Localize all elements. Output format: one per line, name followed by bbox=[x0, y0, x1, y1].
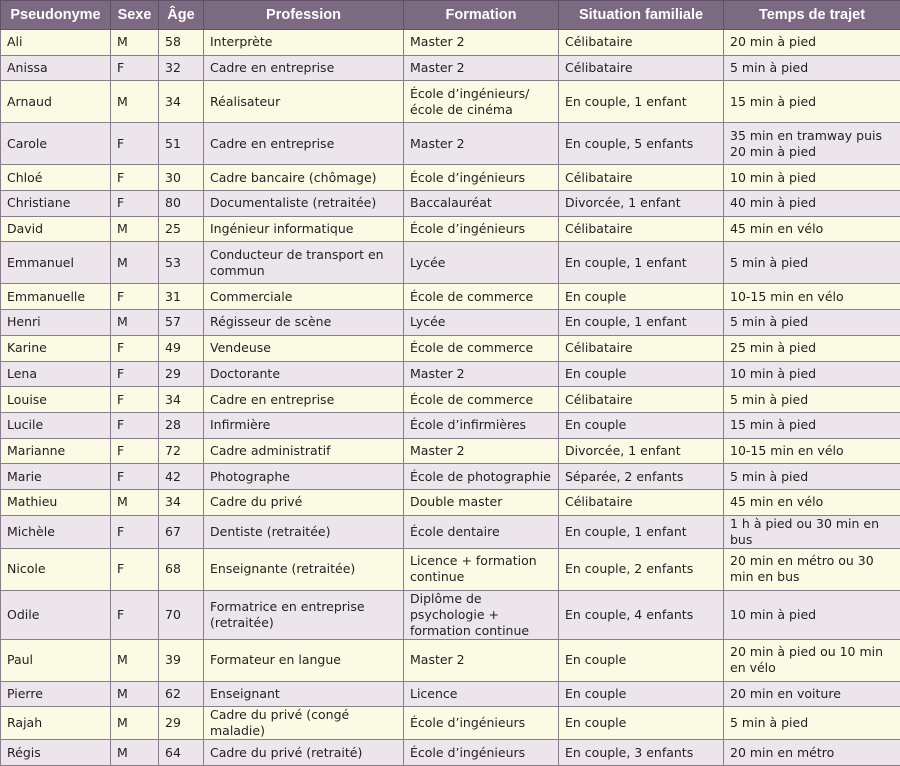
cell-pseudonyme: Karine bbox=[1, 335, 111, 361]
cell-profession: Formateur en langue bbox=[204, 639, 404, 681]
cell-pseudonyme: Mathieu bbox=[1, 489, 111, 515]
cell-formation: Master 2 bbox=[404, 55, 559, 81]
table-row bbox=[1, 681, 900, 707]
cell-age: 25 bbox=[159, 216, 204, 242]
cell-formation: École de photographie bbox=[404, 464, 559, 490]
cell-situation-familiale: En couple bbox=[559, 284, 724, 310]
cell-profession: Réalisateur bbox=[204, 81, 404, 123]
cell-age: 72 bbox=[159, 438, 204, 464]
cell-profession: Interprète bbox=[204, 30, 404, 56]
cell-situation-familiale: En couple, 1 enfant bbox=[559, 310, 724, 336]
cell-temps-de-trajet: 20 min en voiture bbox=[724, 681, 900, 707]
cell-age: 29 bbox=[159, 707, 204, 740]
cell-age: 49 bbox=[159, 335, 204, 361]
table-row bbox=[1, 55, 900, 81]
table-row bbox=[1, 123, 900, 165]
cell-situation-familiale: Célibataire bbox=[559, 335, 724, 361]
table-row bbox=[1, 464, 900, 490]
cell-formation: Diplôme de psychologie + formation continue bbox=[404, 590, 559, 639]
cell-formation: École de commerce bbox=[404, 284, 559, 310]
cell-pseudonyme: Lucile bbox=[1, 412, 111, 438]
cell-age: 32 bbox=[159, 55, 204, 81]
cell-temps-de-trajet: 10-15 min en vélo bbox=[724, 438, 900, 464]
cell-temps-de-trajet: 45 min en vélo bbox=[724, 216, 900, 242]
cell-age: 70 bbox=[159, 590, 204, 639]
cell-sexe: M bbox=[111, 740, 159, 766]
cell-pseudonyme: Odile bbox=[1, 590, 111, 639]
cell-profession: Cadre du privé (retraité) bbox=[204, 740, 404, 766]
cell-formation: Lycée bbox=[404, 310, 559, 336]
cell-temps-de-trajet: 20 min en métro ou 30 min en bus bbox=[724, 548, 900, 590]
cell-temps-de-trajet: 5 min à pied bbox=[724, 310, 900, 336]
cell-age: 39 bbox=[159, 639, 204, 681]
cell-situation-familiale: En couple bbox=[559, 361, 724, 387]
cell-formation: École de commerce bbox=[404, 387, 559, 413]
cell-sexe: M bbox=[111, 30, 159, 56]
cell-pseudonyme: Emmanuelle bbox=[1, 284, 111, 310]
column-header-sexe: Sexe bbox=[111, 1, 159, 30]
cell-situation-familiale: En couple, 2 enfants bbox=[559, 548, 724, 590]
cell-pseudonyme: Louise bbox=[1, 387, 111, 413]
table-row bbox=[1, 216, 900, 242]
cell-situation-familiale: En couple, 1 enfant bbox=[559, 242, 724, 284]
cell-sexe: F bbox=[111, 55, 159, 81]
table-row bbox=[1, 361, 900, 387]
cell-pseudonyme: Régis bbox=[1, 740, 111, 766]
cell-temps-de-trajet: 35 min en tramway puis 20 min à pied bbox=[724, 123, 900, 165]
cell-age: 51 bbox=[159, 123, 204, 165]
cell-temps-de-trajet: 40 min à pied bbox=[724, 191, 900, 217]
table-row bbox=[1, 639, 900, 681]
cell-sexe: F bbox=[111, 438, 159, 464]
cell-age: 28 bbox=[159, 412, 204, 438]
cell-pseudonyme: Lena bbox=[1, 361, 111, 387]
cell-profession: Documentaliste (retraitée) bbox=[204, 191, 404, 217]
cell-situation-familiale: Divorcée, 1 enfant bbox=[559, 191, 724, 217]
table-row bbox=[1, 30, 900, 56]
cell-age: 53 bbox=[159, 242, 204, 284]
cell-temps-de-trajet: 20 min à pied bbox=[724, 30, 900, 56]
table-row bbox=[1, 489, 900, 515]
cell-sexe: F bbox=[111, 191, 159, 217]
cell-temps-de-trajet: 20 min à pied ou 10 min en vélo bbox=[724, 639, 900, 681]
cell-profession: Cadre en entreprise bbox=[204, 55, 404, 81]
cell-formation: Licence + formation continue bbox=[404, 548, 559, 590]
cell-pseudonyme: Marianne bbox=[1, 438, 111, 464]
header-row bbox=[1, 1, 900, 30]
cell-profession: Dentiste (retraitée) bbox=[204, 515, 404, 548]
cell-profession: Formatrice en entreprise (retraitée) bbox=[204, 590, 404, 639]
cell-sexe: F bbox=[111, 123, 159, 165]
cell-pseudonyme: Ali bbox=[1, 30, 111, 56]
cell-situation-familiale: Célibataire bbox=[559, 55, 724, 81]
cell-sexe: M bbox=[111, 310, 159, 336]
cell-temps-de-trajet: 5 min à pied bbox=[724, 55, 900, 81]
cell-formation: Double master bbox=[404, 489, 559, 515]
cell-age: 34 bbox=[159, 387, 204, 413]
cell-profession: Doctorante bbox=[204, 361, 404, 387]
column-header-temps-de-trajet: Temps de trajet bbox=[724, 1, 900, 30]
cell-profession: Régisseur de scène bbox=[204, 310, 404, 336]
cell-pseudonyme: Nicole bbox=[1, 548, 111, 590]
cell-age: 57 bbox=[159, 310, 204, 336]
cell-temps-de-trajet: 15 min à pied bbox=[724, 412, 900, 438]
cell-temps-de-trajet: 5 min à pied bbox=[724, 707, 900, 740]
cell-situation-familiale: Célibataire bbox=[559, 387, 724, 413]
cell-temps-de-trajet: 15 min à pied bbox=[724, 81, 900, 123]
table-row bbox=[1, 335, 900, 361]
cell-temps-de-trajet: 5 min à pied bbox=[724, 242, 900, 284]
cell-sexe: M bbox=[111, 216, 159, 242]
cell-sexe: F bbox=[111, 335, 159, 361]
cell-sexe: F bbox=[111, 590, 159, 639]
cell-formation: Baccalauréat bbox=[404, 191, 559, 217]
cell-temps-de-trajet: 25 min à pied bbox=[724, 335, 900, 361]
cell-formation: Lycée bbox=[404, 242, 559, 284]
cell-temps-de-trajet: 10 min à pied bbox=[724, 165, 900, 191]
cell-formation: Master 2 bbox=[404, 123, 559, 165]
cell-age: 68 bbox=[159, 548, 204, 590]
column-header-situation-familiale: Situation familiale bbox=[559, 1, 724, 30]
cell-situation-familiale: En couple bbox=[559, 639, 724, 681]
cell-temps-de-trajet: 10 min à pied bbox=[724, 590, 900, 639]
cell-sexe: F bbox=[111, 548, 159, 590]
cell-profession: Ingénieur informatique bbox=[204, 216, 404, 242]
cell-formation: Master 2 bbox=[404, 639, 559, 681]
table-row bbox=[1, 412, 900, 438]
table-row bbox=[1, 165, 900, 191]
cell-situation-familiale: Célibataire bbox=[559, 489, 724, 515]
cell-pseudonyme: Anissa bbox=[1, 55, 111, 81]
cell-situation-familiale: En couple, 1 enfant bbox=[559, 515, 724, 548]
cell-sexe: F bbox=[111, 464, 159, 490]
cell-formation: École d’ingénieurs bbox=[404, 707, 559, 740]
cell-profession: Cadre bancaire (chômage) bbox=[204, 165, 404, 191]
cell-profession: Cadre du privé bbox=[204, 489, 404, 515]
cell-temps-de-trajet: 10-15 min en vélo bbox=[724, 284, 900, 310]
cell-temps-de-trajet: 5 min à pied bbox=[724, 464, 900, 490]
cell-profession: Enseignant bbox=[204, 681, 404, 707]
cell-pseudonyme: Rajah bbox=[1, 707, 111, 740]
cell-temps-de-trajet: 10 min à pied bbox=[724, 361, 900, 387]
cell-situation-familiale: Séparée, 2 enfants bbox=[559, 464, 724, 490]
table-row bbox=[1, 242, 900, 284]
cell-situation-familiale: En couple bbox=[559, 681, 724, 707]
cell-pseudonyme: Christiane bbox=[1, 191, 111, 217]
cell-sexe: F bbox=[111, 165, 159, 191]
cell-age: 31 bbox=[159, 284, 204, 310]
cell-situation-familiale: En couple, 5 enfants bbox=[559, 123, 724, 165]
cell-formation: Licence bbox=[404, 681, 559, 707]
cell-profession: Cadre en entreprise bbox=[204, 123, 404, 165]
cell-age: 62 bbox=[159, 681, 204, 707]
cell-pseudonyme: Henri bbox=[1, 310, 111, 336]
cell-temps-de-trajet: 1 h à pied ou 30 min en bus bbox=[724, 515, 900, 548]
cell-formation: École d’ingénieurs bbox=[404, 165, 559, 191]
cell-sexe: M bbox=[111, 242, 159, 284]
cell-pseudonyme: Michèle bbox=[1, 515, 111, 548]
column-header-formation: Formation bbox=[404, 1, 559, 30]
cell-sexe: M bbox=[111, 707, 159, 740]
table-row bbox=[1, 310, 900, 336]
cell-pseudonyme: Emmanuel bbox=[1, 242, 111, 284]
cell-pseudonyme: Pierre bbox=[1, 681, 111, 707]
cell-profession: Photographe bbox=[204, 464, 404, 490]
table-row bbox=[1, 81, 900, 123]
cell-temps-de-trajet: 20 min en métro bbox=[724, 740, 900, 766]
cell-age: 80 bbox=[159, 191, 204, 217]
cell-situation-familiale: En couple, 4 enfants bbox=[559, 590, 724, 639]
cell-formation: École de commerce bbox=[404, 335, 559, 361]
column-header-pseudonyme: Pseudonyme bbox=[1, 1, 111, 30]
cell-age: 34 bbox=[159, 489, 204, 515]
cell-pseudonyme: David bbox=[1, 216, 111, 242]
cell-temps-de-trajet: 5 min à pied bbox=[724, 387, 900, 413]
cell-sexe: F bbox=[111, 361, 159, 387]
cell-situation-familiale: En couple, 3 enfants bbox=[559, 740, 724, 766]
cell-profession: Vendeuse bbox=[204, 335, 404, 361]
cell-formation: Master 2 bbox=[404, 30, 559, 56]
cell-temps-de-trajet: 45 min en vélo bbox=[724, 489, 900, 515]
column-header-profession: Profession bbox=[204, 1, 404, 30]
cell-pseudonyme: Arnaud bbox=[1, 81, 111, 123]
cell-formation: École dentaire bbox=[404, 515, 559, 548]
table-row bbox=[1, 707, 900, 740]
cell-profession: Enseignante (retraitée) bbox=[204, 548, 404, 590]
cell-profession: Cadre administratif bbox=[204, 438, 404, 464]
cell-sexe: M bbox=[111, 81, 159, 123]
cell-sexe: F bbox=[111, 515, 159, 548]
cell-situation-familiale: Divorcée, 1 enfant bbox=[559, 438, 724, 464]
cell-sexe: F bbox=[111, 387, 159, 413]
cell-situation-familiale: En couple, 1 enfant bbox=[559, 81, 724, 123]
cell-profession: Cadre du privé (congé maladie) bbox=[204, 707, 404, 740]
cell-age: 67 bbox=[159, 515, 204, 548]
table-row bbox=[1, 191, 900, 217]
cell-age: 34 bbox=[159, 81, 204, 123]
cell-age: 42 bbox=[159, 464, 204, 490]
table-row bbox=[1, 438, 900, 464]
table-row bbox=[1, 284, 900, 310]
cell-age: 29 bbox=[159, 361, 204, 387]
cell-pseudonyme: Carole bbox=[1, 123, 111, 165]
cell-situation-familiale: Célibataire bbox=[559, 216, 724, 242]
cell-pseudonyme: Paul bbox=[1, 639, 111, 681]
table-row bbox=[1, 387, 900, 413]
cell-situation-familiale: En couple bbox=[559, 412, 724, 438]
table-row bbox=[1, 515, 900, 548]
column-header-age: Âge bbox=[159, 1, 204, 30]
cell-sexe: F bbox=[111, 284, 159, 310]
cell-age: 64 bbox=[159, 740, 204, 766]
table-body bbox=[1, 30, 900, 766]
cell-profession: Cadre en entreprise bbox=[204, 387, 404, 413]
cell-sexe: M bbox=[111, 489, 159, 515]
cell-situation-familiale: Célibataire bbox=[559, 165, 724, 191]
cell-profession: Commerciale bbox=[204, 284, 404, 310]
cell-formation: École d’ingénieurs bbox=[404, 740, 559, 766]
cell-sexe: M bbox=[111, 639, 159, 681]
cell-pseudonyme: Chloé bbox=[1, 165, 111, 191]
table-row bbox=[1, 548, 900, 590]
table-row bbox=[1, 740, 900, 766]
cell-sexe: M bbox=[111, 681, 159, 707]
cell-formation: École d’infirmières bbox=[404, 412, 559, 438]
cell-formation: Master 2 bbox=[404, 361, 559, 387]
cell-age: 58 bbox=[159, 30, 204, 56]
cell-age: 30 bbox=[159, 165, 204, 191]
cell-formation: Master 2 bbox=[404, 438, 559, 464]
table-row bbox=[1, 590, 900, 639]
cell-formation: École d’ingénieurs/ école de cinéma bbox=[404, 81, 559, 123]
cell-situation-familiale: Célibataire bbox=[559, 30, 724, 56]
cell-formation: École d’ingénieurs bbox=[404, 216, 559, 242]
cell-situation-familiale: En couple bbox=[559, 707, 724, 740]
cell-profession: Conducteur de transport en commun bbox=[204, 242, 404, 284]
cell-pseudonyme: Marie bbox=[1, 464, 111, 490]
cell-sexe: F bbox=[111, 412, 159, 438]
cell-profession: Infirmière bbox=[204, 412, 404, 438]
